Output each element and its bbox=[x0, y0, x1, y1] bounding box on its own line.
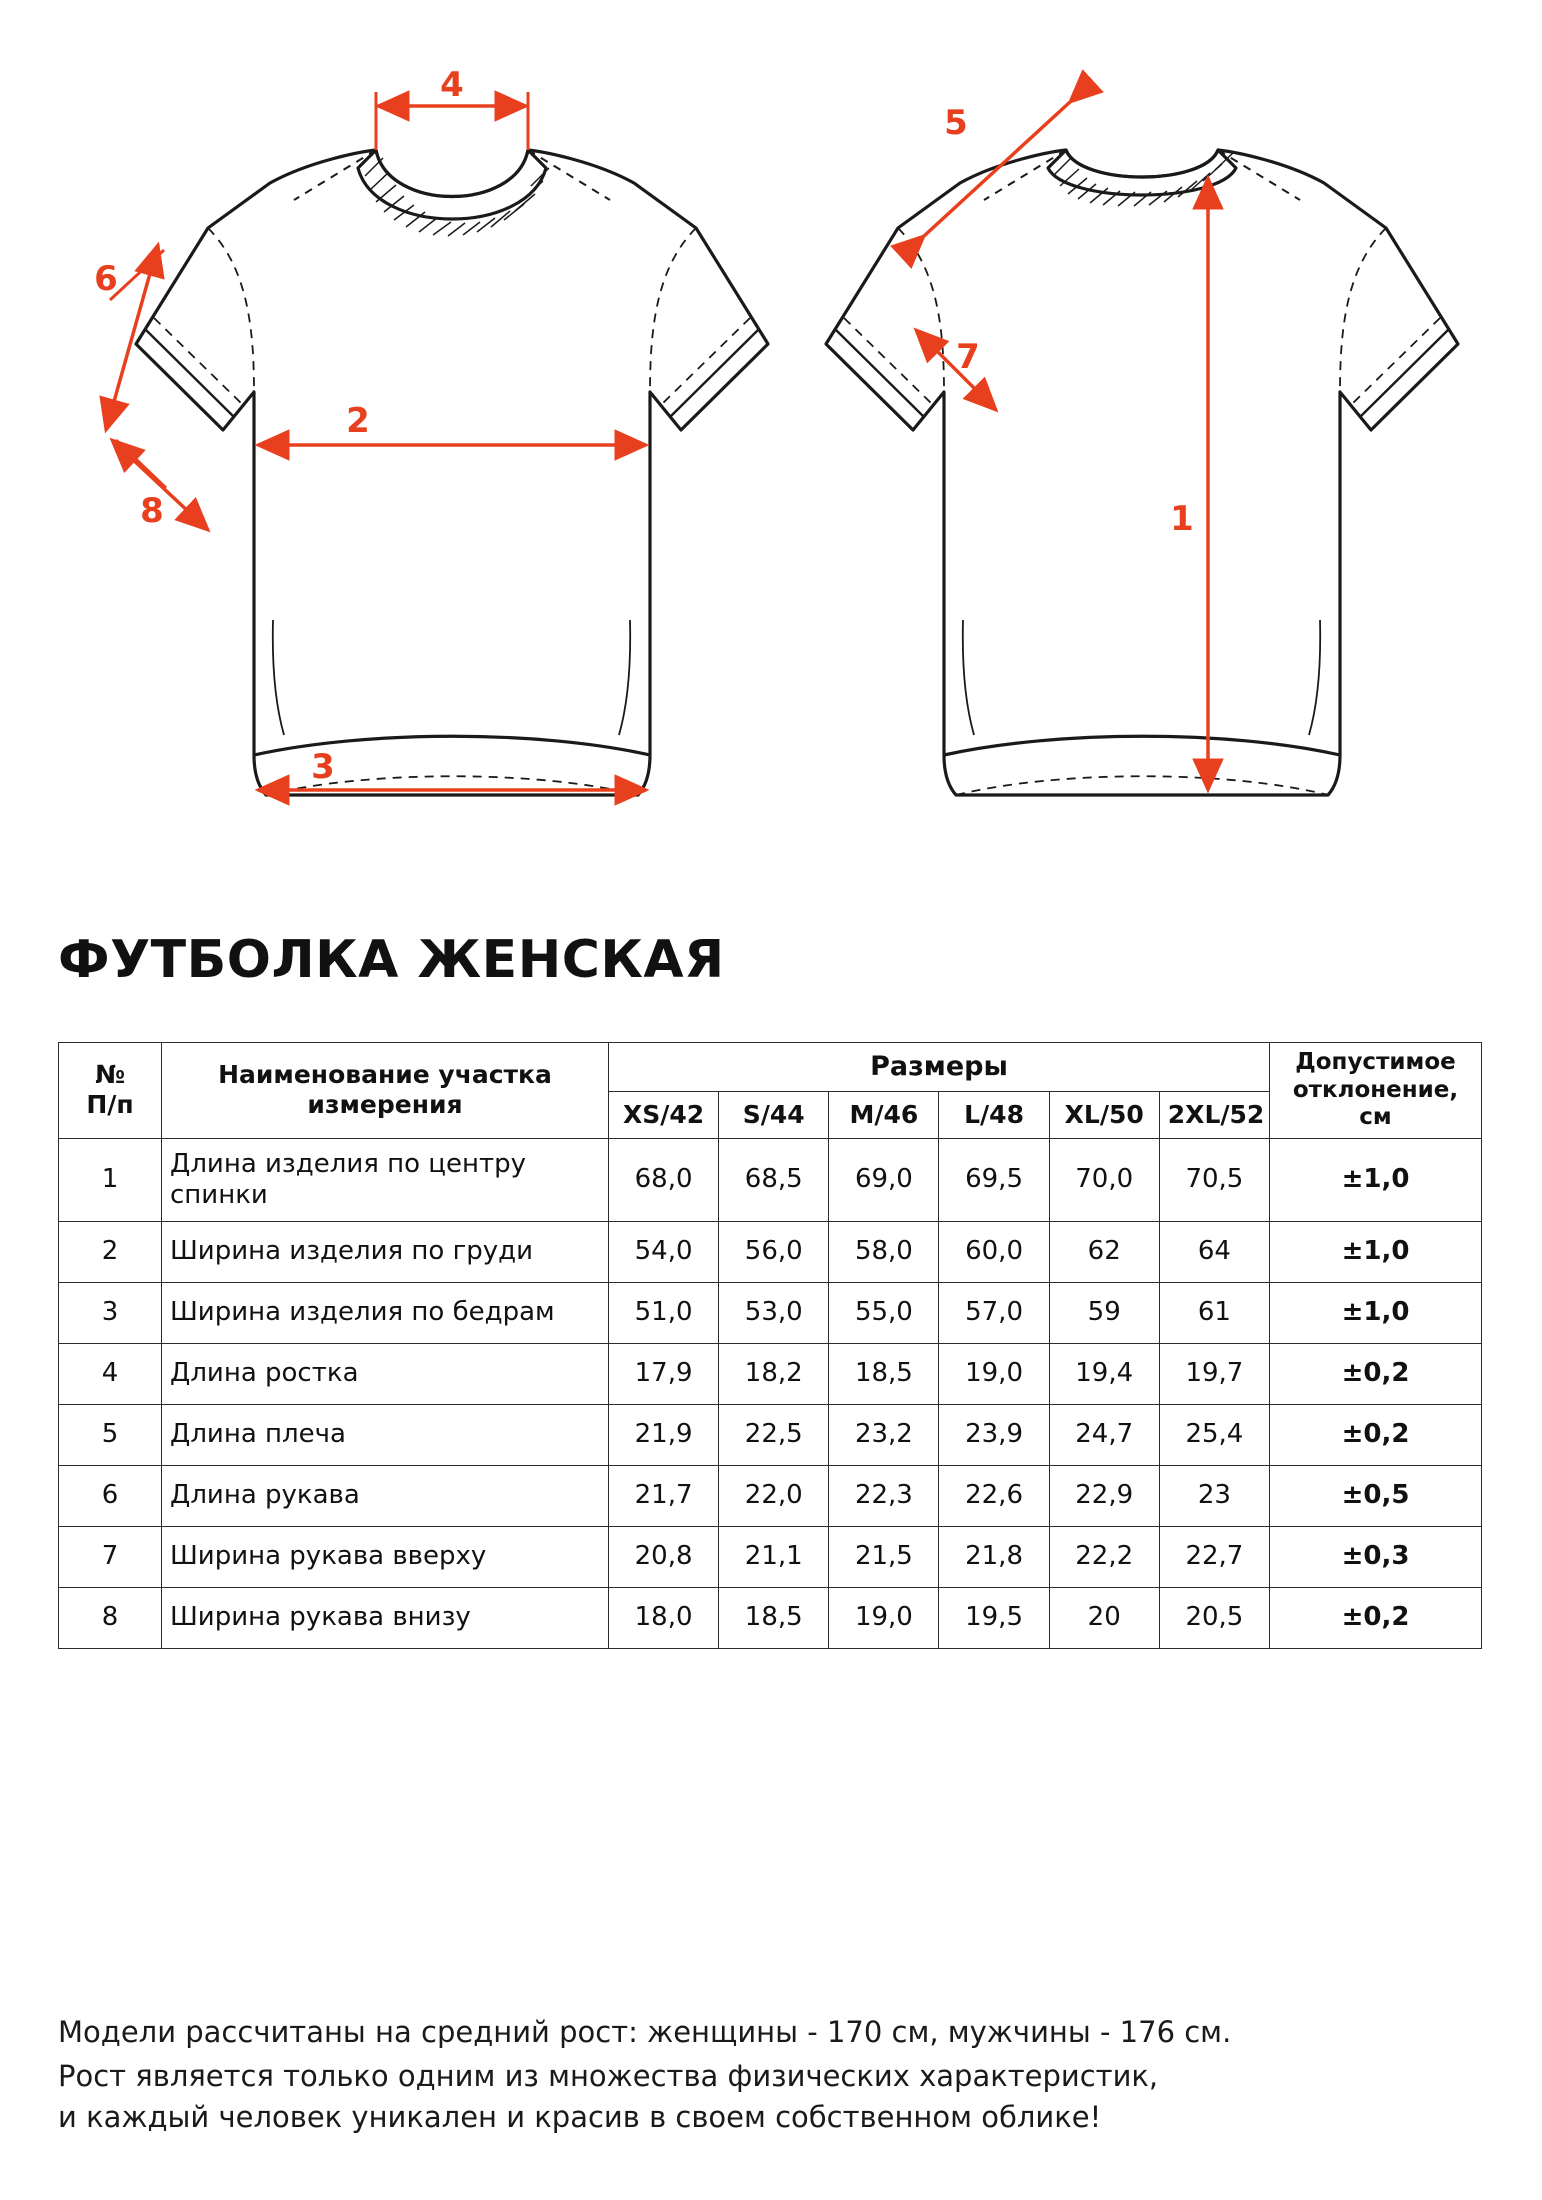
callout-label-5: 5 bbox=[944, 103, 968, 143]
table-header-row-1 bbox=[59, 1043, 1482, 1092]
table-row bbox=[59, 1526, 1482, 1587]
header-number-line1: № bbox=[94, 1060, 126, 1090]
row-value-m: 58,0 bbox=[829, 1221, 939, 1282]
page-title: ФУТБОЛКА ЖЕНСКАЯ bbox=[58, 930, 725, 990]
row-number: 4 bbox=[59, 1343, 162, 1404]
row-value-m: 22,3 bbox=[829, 1465, 939, 1526]
table-head bbox=[59, 1043, 1482, 1139]
row-value-xs: 21,9 bbox=[609, 1404, 719, 1465]
row-number: 3 bbox=[59, 1282, 162, 1343]
row-value-s: 18,2 bbox=[719, 1343, 829, 1404]
table-row bbox=[59, 1343, 1482, 1404]
row-deviation: ±0,5 bbox=[1270, 1465, 1482, 1526]
row-value-xl: 22,2 bbox=[1049, 1526, 1159, 1587]
table-row bbox=[59, 1404, 1482, 1465]
row-measurement-name: Ширина рукава вверху bbox=[162, 1526, 609, 1587]
row-value-2xl: 19,7 bbox=[1159, 1343, 1269, 1404]
table-row bbox=[59, 1587, 1482, 1648]
callout-label-3: 3 bbox=[311, 747, 335, 787]
row-value-s: 22,0 bbox=[719, 1465, 829, 1526]
row-value-2xl: 23 bbox=[1159, 1465, 1269, 1526]
table-row bbox=[59, 1465, 1482, 1526]
row-value-xs: 54,0 bbox=[609, 1221, 719, 1282]
footer-line-3: и каждый человек уникален и красив в своем собственном облике! bbox=[58, 2099, 1102, 2134]
row-value-xl: 20 bbox=[1049, 1587, 1159, 1648]
row-deviation: ±1,0 bbox=[1270, 1282, 1482, 1343]
size-chart-table bbox=[58, 1042, 1482, 1649]
row-deviation: ±0,2 bbox=[1270, 1404, 1482, 1465]
header-deviation bbox=[1270, 1043, 1482, 1139]
header-sizes-group: Размеры bbox=[609, 1043, 1270, 1092]
header-size-xs: XS/42 bbox=[609, 1092, 719, 1139]
row-number: 6 bbox=[59, 1465, 162, 1526]
row-value-s: 53,0 bbox=[719, 1282, 829, 1343]
callout-1-center-back-length bbox=[1170, 178, 1208, 790]
row-value-s: 22,5 bbox=[719, 1404, 829, 1465]
row-value-m: 55,0 bbox=[829, 1282, 939, 1343]
technical-drawing-area bbox=[58, 0, 1484, 920]
row-value-s: 68,5 bbox=[719, 1138, 829, 1221]
callout-8-sleeve-bottom-width bbox=[112, 440, 208, 531]
row-number: 8 bbox=[59, 1587, 162, 1648]
row-value-2xl: 20,5 bbox=[1159, 1587, 1269, 1648]
row-number: 7 bbox=[59, 1526, 162, 1587]
footer-note bbox=[58, 2012, 1484, 2138]
row-number: 5 bbox=[59, 1404, 162, 1465]
row-value-xl: 70,0 bbox=[1049, 1138, 1159, 1221]
row-value-l: 60,0 bbox=[939, 1221, 1049, 1282]
row-value-2xl: 61 bbox=[1159, 1282, 1269, 1343]
row-value-m: 18,5 bbox=[829, 1343, 939, 1404]
callout-4-rostok bbox=[376, 65, 528, 150]
row-value-xl: 59 bbox=[1049, 1282, 1159, 1343]
header-number-line2: П/п bbox=[86, 1090, 134, 1120]
header-size-s: S/44 bbox=[719, 1092, 829, 1139]
header-name-line1: Наименование участка bbox=[218, 1060, 552, 1090]
row-deviation: ±0,2 bbox=[1270, 1587, 1482, 1648]
header-deviation-line1: Допустимое bbox=[1295, 1049, 1456, 1075]
row-measurement-name: Длина рукава bbox=[162, 1465, 609, 1526]
header-size-2xl: 2XL/52 bbox=[1159, 1092, 1269, 1139]
row-measurement-name: Длина изделия по центру спинки bbox=[162, 1138, 609, 1221]
row-value-2xl: 70,5 bbox=[1159, 1138, 1269, 1221]
row-deviation: ±0,2 bbox=[1270, 1343, 1482, 1404]
row-value-l: 19,0 bbox=[939, 1343, 1049, 1404]
header-measurement-name bbox=[162, 1043, 609, 1139]
callout-label-6: 6 bbox=[94, 259, 118, 299]
row-number: 1 bbox=[59, 1138, 162, 1221]
table-row bbox=[59, 1221, 1482, 1282]
table-body bbox=[59, 1138, 1482, 1648]
row-value-xl: 62 bbox=[1049, 1221, 1159, 1282]
row-value-m: 69,0 bbox=[829, 1138, 939, 1221]
row-value-xs: 21,7 bbox=[609, 1465, 719, 1526]
back-tshirt-technical-drawing bbox=[826, 150, 1458, 795]
row-measurement-name: Ширина рукава внизу bbox=[162, 1587, 609, 1648]
header-size-l: L/48 bbox=[939, 1092, 1049, 1139]
callout-label-8: 8 bbox=[140, 491, 164, 531]
callout-label-7: 7 bbox=[956, 337, 980, 377]
row-value-l: 19,5 bbox=[939, 1587, 1049, 1648]
row-value-xs: 68,0 bbox=[609, 1138, 719, 1221]
row-deviation: ±1,0 bbox=[1270, 1138, 1482, 1221]
row-value-l: 22,6 bbox=[939, 1465, 1049, 1526]
footer-line-2: Рост является только одним из множества физических характеристик, bbox=[58, 2058, 1159, 2093]
callout-label-1: 1 bbox=[1170, 499, 1194, 539]
callout-2-chest-width bbox=[258, 401, 646, 445]
row-value-l: 23,9 bbox=[939, 1404, 1049, 1465]
row-deviation: ±0,3 bbox=[1270, 1526, 1482, 1587]
row-value-m: 19,0 bbox=[829, 1587, 939, 1648]
row-value-xs: 20,8 bbox=[609, 1526, 719, 1587]
row-value-xl: 19,4 bbox=[1049, 1343, 1159, 1404]
row-value-xs: 18,0 bbox=[609, 1587, 719, 1648]
row-measurement-name: Длина плеча bbox=[162, 1404, 609, 1465]
callout-label-2: 2 bbox=[346, 401, 370, 441]
row-value-2xl: 25,4 bbox=[1159, 1404, 1269, 1465]
row-value-2xl: 64 bbox=[1159, 1221, 1269, 1282]
table-row bbox=[59, 1138, 1482, 1221]
callout-7-sleeve-top-width bbox=[916, 330, 996, 410]
row-value-xs: 17,9 bbox=[609, 1343, 719, 1404]
row-measurement-name: Ширина изделия по бедрам bbox=[162, 1282, 609, 1343]
header-deviation-line2: отклонение, bbox=[1292, 1076, 1459, 1103]
header-number bbox=[59, 1043, 162, 1139]
callout-label-4: 4 bbox=[440, 65, 464, 105]
callout-6-sleeve-length bbox=[94, 245, 166, 488]
row-measurement-name: Длина ростка bbox=[162, 1343, 609, 1404]
row-value-xl: 22,9 bbox=[1049, 1465, 1159, 1526]
header-size-m: M/46 bbox=[829, 1092, 939, 1139]
footer-line-1: Модели рассчитаны на средний рост: женщины - 170 см, мужчины - 176 см. bbox=[58, 2015, 1232, 2050]
size-table-wrapper bbox=[58, 1042, 1484, 1649]
header-name-line2: измерения bbox=[307, 1090, 463, 1120]
row-deviation: ±1,0 bbox=[1270, 1221, 1482, 1282]
tshirt-measurement-diagram bbox=[58, 0, 1484, 920]
row-value-s: 18,5 bbox=[719, 1587, 829, 1648]
row-value-m: 21,5 bbox=[829, 1526, 939, 1587]
row-value-s: 56,0 bbox=[719, 1221, 829, 1282]
row-value-2xl: 22,7 bbox=[1159, 1526, 1269, 1587]
callout-3-hip-width bbox=[258, 747, 646, 790]
row-value-l: 57,0 bbox=[939, 1282, 1049, 1343]
table-row bbox=[59, 1282, 1482, 1343]
row-value-l: 21,8 bbox=[939, 1526, 1049, 1587]
row-value-s: 21,1 bbox=[719, 1526, 829, 1587]
row-value-m: 23,2 bbox=[829, 1404, 939, 1465]
row-value-xs: 51,0 bbox=[609, 1282, 719, 1343]
row-number: 2 bbox=[59, 1221, 162, 1282]
row-value-l: 69,5 bbox=[939, 1138, 1049, 1221]
row-measurement-name: Ширина изделия по груди bbox=[162, 1221, 609, 1282]
row-value-xl: 24,7 bbox=[1049, 1404, 1159, 1465]
front-tshirt-technical-drawing bbox=[136, 150, 768, 795]
header-size-xl: XL/50 bbox=[1049, 1092, 1159, 1139]
header-deviation-line3: см bbox=[1359, 1104, 1392, 1131]
